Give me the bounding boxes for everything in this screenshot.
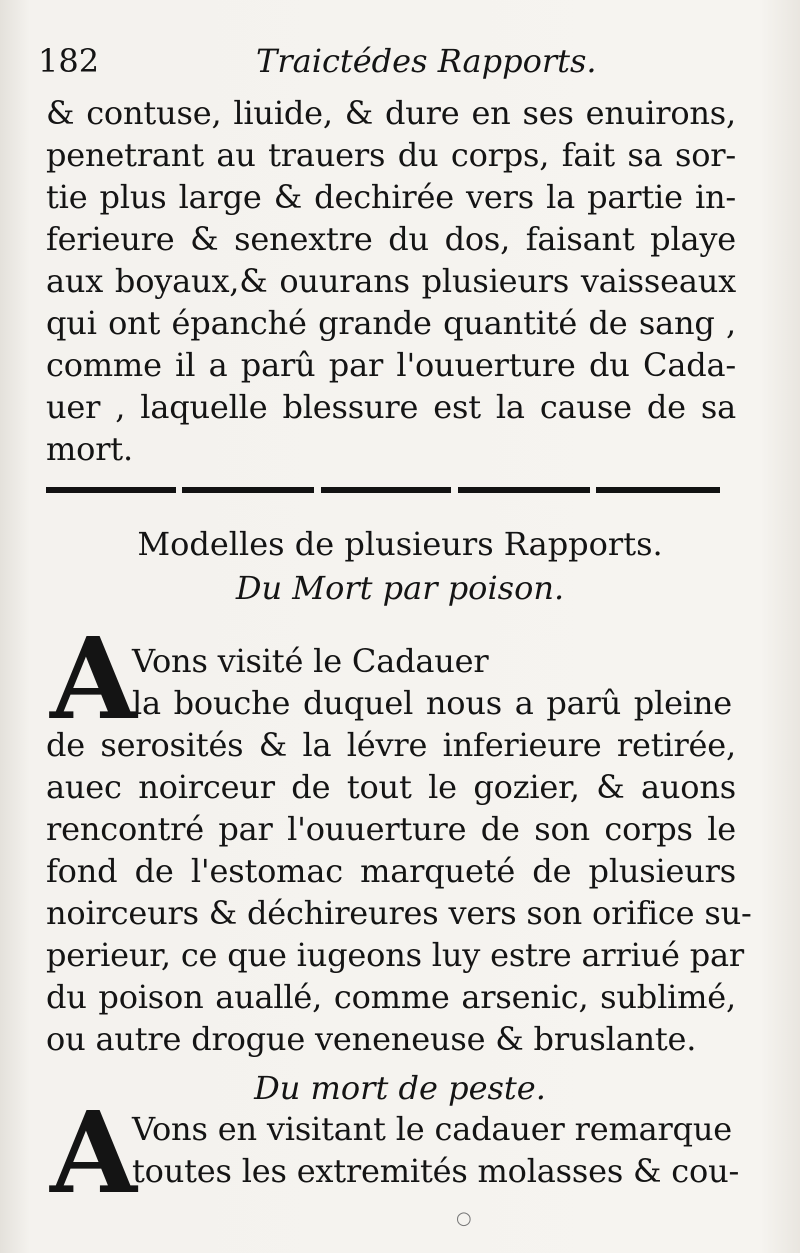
poison-first-line-block <box>132 640 732 682</box>
text-line: perieur, ce que iugeons luy estre arriué par <box>46 936 744 974</box>
text-line: noirceurs & déchireures vers son orifice su- <box>46 894 752 932</box>
poison-text-block <box>46 724 752 1060</box>
running-title: Traictédes Rapports. <box>256 42 597 80</box>
text-line: uer , laquelle blessure est la cause de sa <box>46 388 736 426</box>
text-line: la bouche duquel nous a parû pleine <box>132 684 732 722</box>
circle-ornament-icon: ○ <box>456 1208 472 1229</box>
divider-segment <box>182 487 314 493</box>
text-line: fond de l'estomac marqueté de plusieurs <box>46 852 736 890</box>
plague-text-block <box>132 1108 740 1192</box>
divider-segment <box>46 487 176 493</box>
drop-cap-plague: A <box>50 1088 137 1219</box>
text-line: mort. <box>46 430 133 468</box>
text-line: de serosités & la lévre inferieure retirée, <box>46 726 736 764</box>
text-line: auec noirceur de tout le gozier, & auons <box>46 768 736 806</box>
page-number: 182 <box>38 42 100 80</box>
text-line: Vons en visitant le cadauer remarque <box>132 1110 732 1148</box>
page-header <box>38 42 738 86</box>
continued-text-block <box>46 92 736 470</box>
drop-cap-poison: A <box>50 614 137 745</box>
subsection-title-plague: Du mort de peste. <box>254 1069 546 1107</box>
text-line: qui ont épanché grande quantité de sang , <box>46 304 736 342</box>
ornamental-divider <box>46 484 720 496</box>
text-line: rencontré par l'ouuerture de son corps le <box>46 810 736 848</box>
text-line: comme il a parû par l'ouuerture du Cada- <box>46 346 736 384</box>
text-line: aux boyaux,& ouurans plusieurs vaisseaux <box>46 262 736 300</box>
text-line: penetrant au trauers du corps, fait sa sor- <box>46 136 736 174</box>
subsection-title-poison: Du Mort par poison. <box>235 569 565 607</box>
text-line: ferieure & senextre du dos, faisant playe <box>46 220 736 258</box>
section-title: Modelles de plusieurs Rapports. <box>137 525 663 563</box>
text-line: Vons visité le Cadauer <box>132 642 489 680</box>
text-line: & contuse, liuide, & dure en ses enuirons, <box>46 94 736 132</box>
text-line: du poison auallé, comme arsenic, sublimé, <box>46 978 736 1016</box>
divider-segment <box>458 487 590 493</box>
text-line: ou autre drogue veneneuse & bruslante. <box>46 1020 697 1058</box>
text-line: tie plus large & dechirée vers la partie in- <box>46 178 736 216</box>
poison-second-line-block <box>132 682 732 724</box>
divider-segment <box>596 487 720 493</box>
text-line: toutes les extremités molasses & cou- <box>132 1152 740 1190</box>
divider-segment <box>321 487 451 493</box>
